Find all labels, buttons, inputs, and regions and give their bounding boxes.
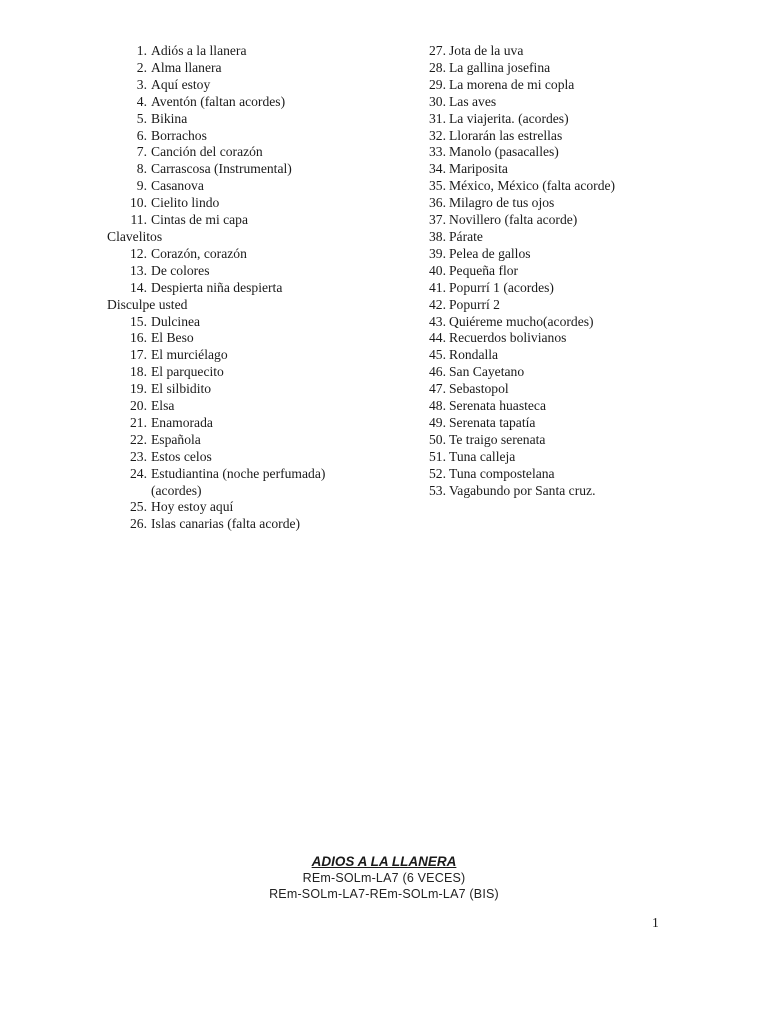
list-item-number: 51. — [429, 448, 446, 464]
list-item — [429, 415, 729, 432]
list-item — [429, 77, 729, 94]
list-item-number: 49. — [429, 414, 446, 430]
list-item-text: Despierta niña despierta — [151, 279, 283, 295]
list-item — [107, 60, 407, 77]
list-item-number: 31. — [429, 110, 446, 126]
list-item-text: Cielito lindo — [151, 195, 220, 211]
list-item-number: 13. — [130, 262, 147, 278]
list-item-text: Rondalla — [449, 347, 499, 363]
list-item-number: 50. — [429, 431, 446, 447]
list-item-text: Carrascosa (Instrumental) — [151, 161, 292, 177]
list-item-text: Adiós a la llanera — [151, 43, 247, 58]
list-item — [429, 330, 729, 347]
chord-line: REm-SOLm-LA7 (6 VECES) — [302, 871, 466, 885]
list-item-text: Llorarán las estrellas — [449, 127, 563, 143]
list-item-text: El murciélago — [151, 347, 228, 363]
list-item-number: 30. — [429, 93, 446, 109]
song-section — [0, 853, 768, 902]
list-item-text: Estos celos — [151, 448, 212, 464]
list-item-number: 7. — [136, 144, 147, 160]
list-item-text: Alma llanera — [151, 59, 222, 75]
list-item — [429, 111, 729, 128]
list-item-text: Elsa — [151, 398, 175, 414]
list-item — [429, 229, 729, 246]
list-item — [107, 415, 407, 432]
list-item-text: Canción del corazón — [151, 144, 263, 160]
list-item-text: Jota de la uva — [449, 43, 524, 58]
list-item-number: 28. — [429, 59, 446, 75]
list-item-text: Mariposita — [449, 161, 508, 177]
list-item-number: 35. — [429, 178, 446, 194]
list-item-text: Casanova — [151, 178, 204, 194]
list-item-number: 38. — [429, 228, 446, 244]
list-item — [429, 195, 729, 212]
chord-line: REm-SOLm-LA7-REm-SOLm-LA7 (BIS) — [269, 887, 499, 901]
list-item-text: Popurrí 2 — [449, 296, 500, 312]
list-item-number: 47. — [429, 381, 446, 397]
list-item-text: Tuna calleja — [449, 448, 516, 464]
list-item-number: 14. — [130, 279, 147, 295]
list-item-number: 5. — [136, 110, 147, 126]
list-item — [429, 94, 729, 111]
list-item — [107, 314, 407, 331]
list-item — [107, 516, 407, 533]
list-item — [429, 161, 729, 178]
list-item-number: 22. — [130, 431, 147, 447]
list-item-text: Tuna compostelana — [449, 465, 555, 481]
list-item-number: 27. — [429, 43, 446, 58]
list-item-number: 10. — [130, 195, 147, 211]
list-item-number: 6. — [136, 127, 147, 143]
list-item-text: Sebastopol — [449, 381, 509, 397]
list-item — [107, 449, 407, 466]
list-item-text: Islas canarias (falta acorde) — [151, 516, 301, 532]
list-item-text: Estudiantina (noche perfumada) — [151, 465, 326, 481]
list-item — [107, 246, 407, 263]
list-item — [429, 314, 729, 331]
list-item — [107, 398, 407, 415]
list-item — [429, 246, 729, 263]
list-item — [429, 212, 729, 229]
list-item-text: Quiéreme mucho(acordes) — [449, 313, 594, 329]
list-item-text: (acordes) — [151, 482, 202, 498]
list-item-text: El silbidito — [151, 381, 212, 397]
list-item — [107, 381, 407, 398]
list-item-text: La viajerita. (acordes) — [449, 110, 569, 126]
list-item — [107, 111, 407, 128]
list-item-text: El parquecito — [151, 364, 224, 380]
list-item-text: Novillero (falta acorde) — [449, 212, 578, 228]
list-item-text: Serenata huasteca — [449, 398, 546, 414]
list-item-number: 42. — [429, 296, 446, 312]
list-item-number: 32. — [429, 127, 446, 143]
list-item-number: 45. — [429, 347, 446, 363]
list-item-number: 12. — [130, 245, 147, 261]
list-item-text: Las aves — [449, 93, 497, 109]
song-title: ADIOS A LA LLANERA — [311, 854, 457, 869]
list-item-number: 41. — [429, 279, 446, 295]
list-item — [107, 347, 407, 364]
list-item — [429, 364, 729, 381]
list-item — [107, 432, 407, 449]
list-item-number: 52. — [429, 465, 446, 481]
list-item-text: Vagabundo por Santa cruz. — [449, 482, 596, 498]
list-item-number: 53. — [429, 482, 446, 498]
list-item-text: Popurrí 1 (acordes) — [449, 279, 554, 295]
list-item-number: 48. — [429, 398, 446, 414]
list-item-text: San Cayetano — [449, 364, 525, 380]
list-item-number: 23. — [130, 448, 147, 464]
list-item-number: 19. — [130, 381, 147, 397]
list-item-number: 21. — [130, 414, 147, 430]
song-index-left-column — [107, 43, 407, 533]
list-item — [429, 178, 729, 195]
list-item-number: 46. — [429, 364, 446, 380]
list-item — [107, 94, 407, 111]
list-item-text: Aquí estoy — [151, 76, 211, 92]
song-index-right-column — [429, 43, 729, 499]
list-item-number: 2. — [136, 59, 147, 75]
list-item — [429, 60, 729, 77]
list-item-text: Dulcinea — [151, 313, 201, 329]
list-item-number: 15. — [130, 313, 147, 329]
list-item — [107, 77, 407, 94]
list-item-number: 4. — [136, 93, 147, 109]
list-item-text: Pelea de gallos — [449, 245, 531, 261]
list-item-number: 20. — [130, 398, 147, 414]
list-item — [429, 43, 729, 60]
list-item-text: Corazón, corazón — [151, 245, 247, 261]
list-item — [429, 144, 729, 161]
list-item-text: Manolo (pasacalles) — [449, 144, 559, 160]
list-item-text: Enamorada — [151, 414, 213, 430]
list-item-number: 44. — [429, 330, 446, 346]
list-item — [107, 128, 407, 145]
list-item — [107, 280, 407, 297]
list-item-text: Bikina — [151, 110, 188, 126]
list-item — [107, 364, 407, 381]
list-item-number: 1. — [136, 43, 147, 58]
list-item-number: 3. — [136, 76, 147, 92]
list-item-number: 16. — [130, 330, 147, 346]
list-item-text: Aventón (faltan acordes) — [151, 93, 286, 109]
list-item — [429, 449, 729, 466]
list-item — [429, 432, 729, 449]
list-item-text: Clavelitos — [107, 228, 163, 244]
list-item-text: De colores — [151, 262, 210, 278]
list-item — [107, 229, 407, 246]
list-item-number: 34. — [429, 161, 446, 177]
list-item-number: 17. — [130, 347, 147, 363]
list-item-number: 18. — [130, 364, 147, 380]
list-item-number: 24. — [130, 465, 147, 481]
list-item-text: Recuerdos bolivianos — [449, 330, 567, 346]
list-item-text: Milagro de tus ojos — [449, 195, 555, 211]
list-item — [429, 263, 729, 280]
list-item — [107, 263, 407, 280]
list-item — [107, 466, 407, 483]
list-item-number: 25. — [130, 499, 147, 515]
list-item — [107, 483, 407, 500]
list-item-text: Te traigo serenata — [449, 431, 546, 447]
list-item — [107, 212, 407, 229]
list-item — [429, 398, 729, 415]
list-item-text: Párate — [449, 228, 483, 244]
list-item — [107, 144, 407, 161]
list-item-text: Hoy estoy aquí — [151, 499, 234, 515]
page-number: 1 — [652, 915, 659, 930]
list-item — [429, 280, 729, 297]
list-item — [429, 297, 729, 314]
list-item-number: 36. — [429, 195, 446, 211]
list-item — [107, 43, 407, 60]
list-item — [107, 499, 407, 516]
list-item-text: El Beso — [151, 330, 194, 346]
list-item — [107, 297, 407, 314]
list-item — [107, 330, 407, 347]
list-item — [429, 128, 729, 145]
list-item — [107, 161, 407, 178]
list-item-text: México, México (falta acorde) — [449, 178, 616, 194]
list-item-number: 8. — [136, 161, 147, 177]
list-item-text: Disculpe usted — [107, 296, 188, 312]
list-item-text: Serenata tapatía — [449, 414, 536, 430]
list-item-text: Española — [151, 431, 201, 447]
list-item — [107, 178, 407, 195]
list-item — [429, 466, 729, 483]
list-item-number: 11. — [130, 212, 147, 228]
list-item-number: 33. — [429, 144, 446, 160]
list-item-text: Borrachos — [151, 127, 207, 143]
list-item-text: Cintas de mi capa — [151, 212, 249, 228]
list-item-text: Pequeña flor — [449, 262, 519, 278]
list-item-text: La gallina josefina — [449, 59, 551, 75]
list-item-number: 40. — [429, 262, 446, 278]
list-item-text: La morena de mi copla — [449, 76, 575, 92]
list-item-number: 39. — [429, 245, 446, 261]
list-item — [429, 483, 729, 500]
list-item-number: 37. — [429, 212, 446, 228]
list-item-number: 26. — [130, 516, 147, 532]
list-item-number: 29. — [429, 76, 446, 92]
list-item — [429, 381, 729, 398]
list-item — [429, 347, 729, 364]
list-item-number: 9. — [136, 178, 147, 194]
list-item — [107, 195, 407, 212]
list-item-number: 43. — [429, 313, 446, 329]
